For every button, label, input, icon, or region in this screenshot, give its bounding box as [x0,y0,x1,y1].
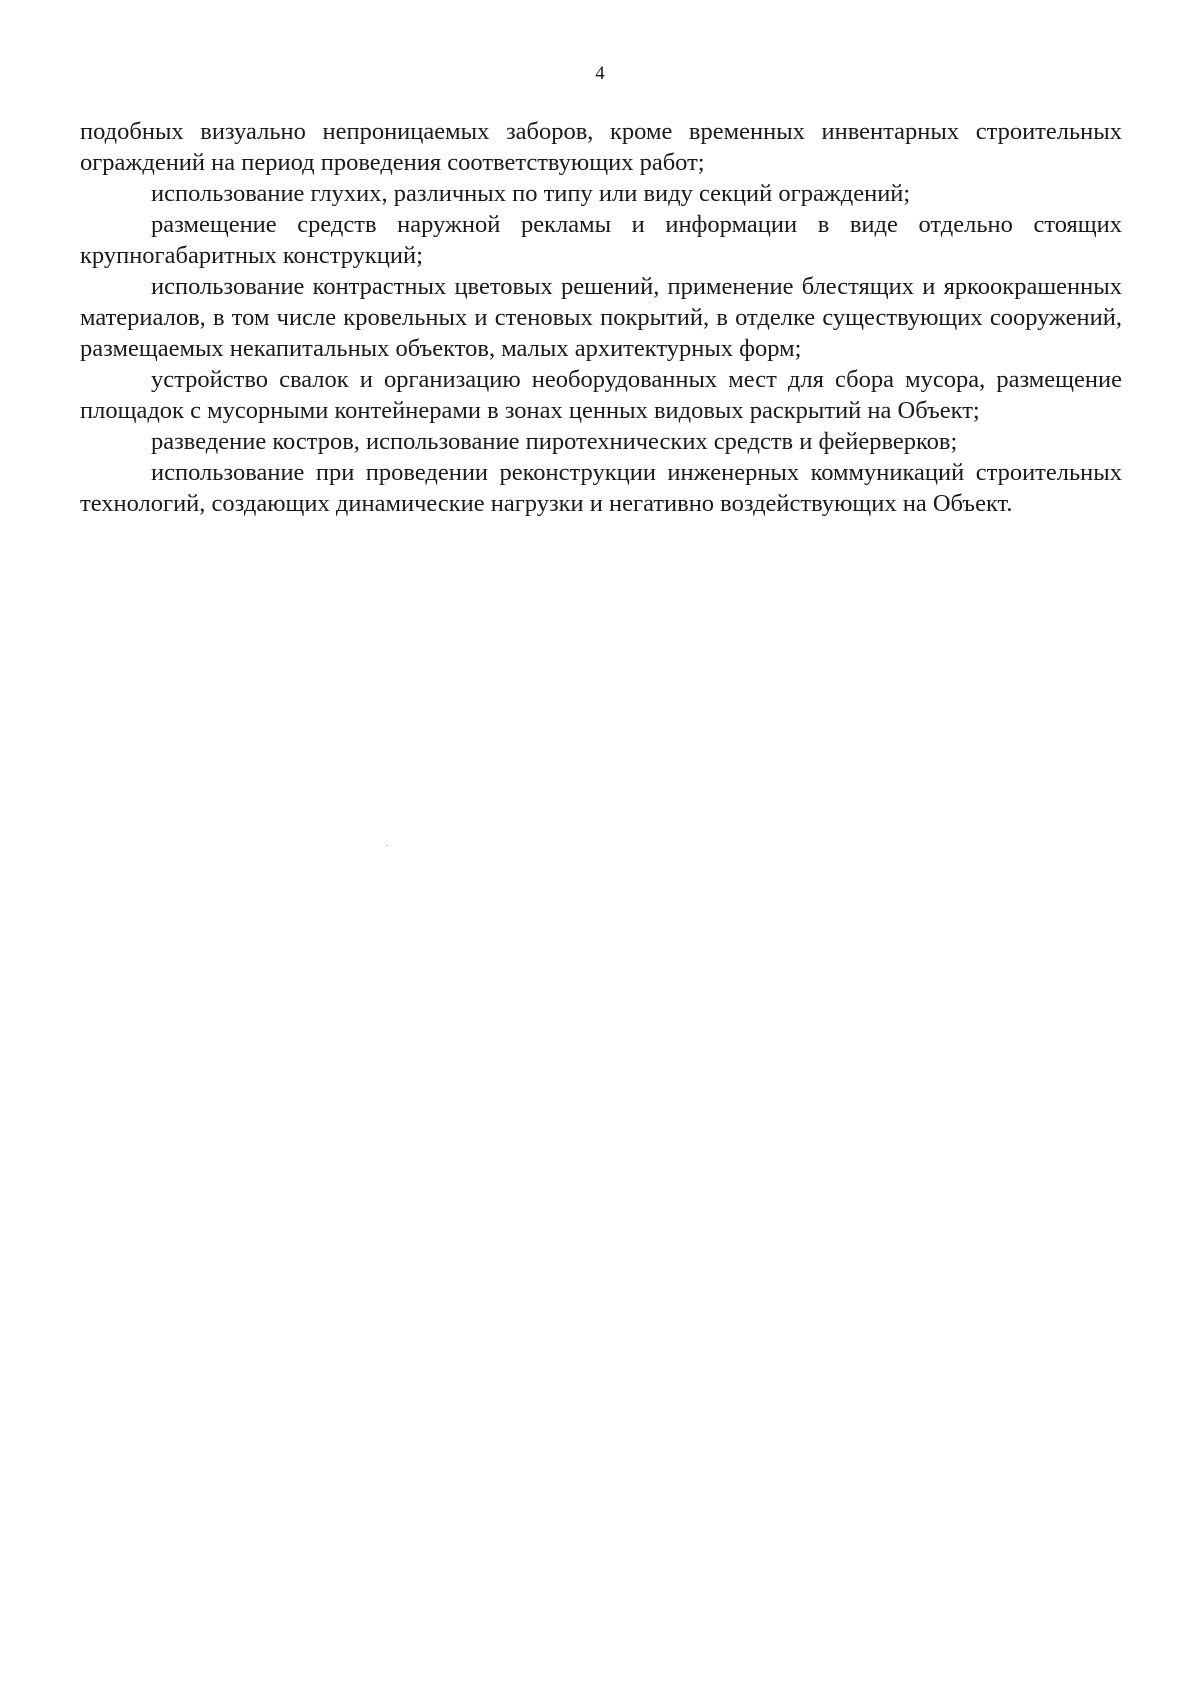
paragraph-3: размещение средств наружной рекламы и информации в виде отдельно стоящих крупногабаритных конструкций; [80,211,1122,269]
paragraph-2: использование глухих, различных по типу или виду секций ограждений; [151,180,911,207]
page-number: 4 [595,63,605,84]
paragraph-5: устройство свалок и организацию необорудованных мест для сбора мусора, размещение площадок с мусорными контейнерами в зонах ценных видовых раскрытий на Объект; [80,366,1122,424]
paragraph-1: подобных визуально непроницаемых заборов, кроме временных инвентарных строительных ограждений на период проведения соответствующих работ; [80,118,1122,176]
paragraph-6: разведение костров, использование пиротехнических средств и фейерверков; [151,428,958,455]
paragraph-7: использование при проведении реконструкции инженерных коммуникаций строительных технологий, создающих динамические нагрузки и негативно воздействующих на Объект. [80,459,1122,517]
paragraph-4: использование контрастных цветовых решений, применение блестящих и яркоокрашенных материалов, в том числе кровельных и стеновых покрытий, в отделке существующих сооружений, размещаемых некапитальных объектов, малых архитектурных форм; [80,273,1122,362]
document-body [80,116,1122,519]
scan-speck [386,845,388,846]
